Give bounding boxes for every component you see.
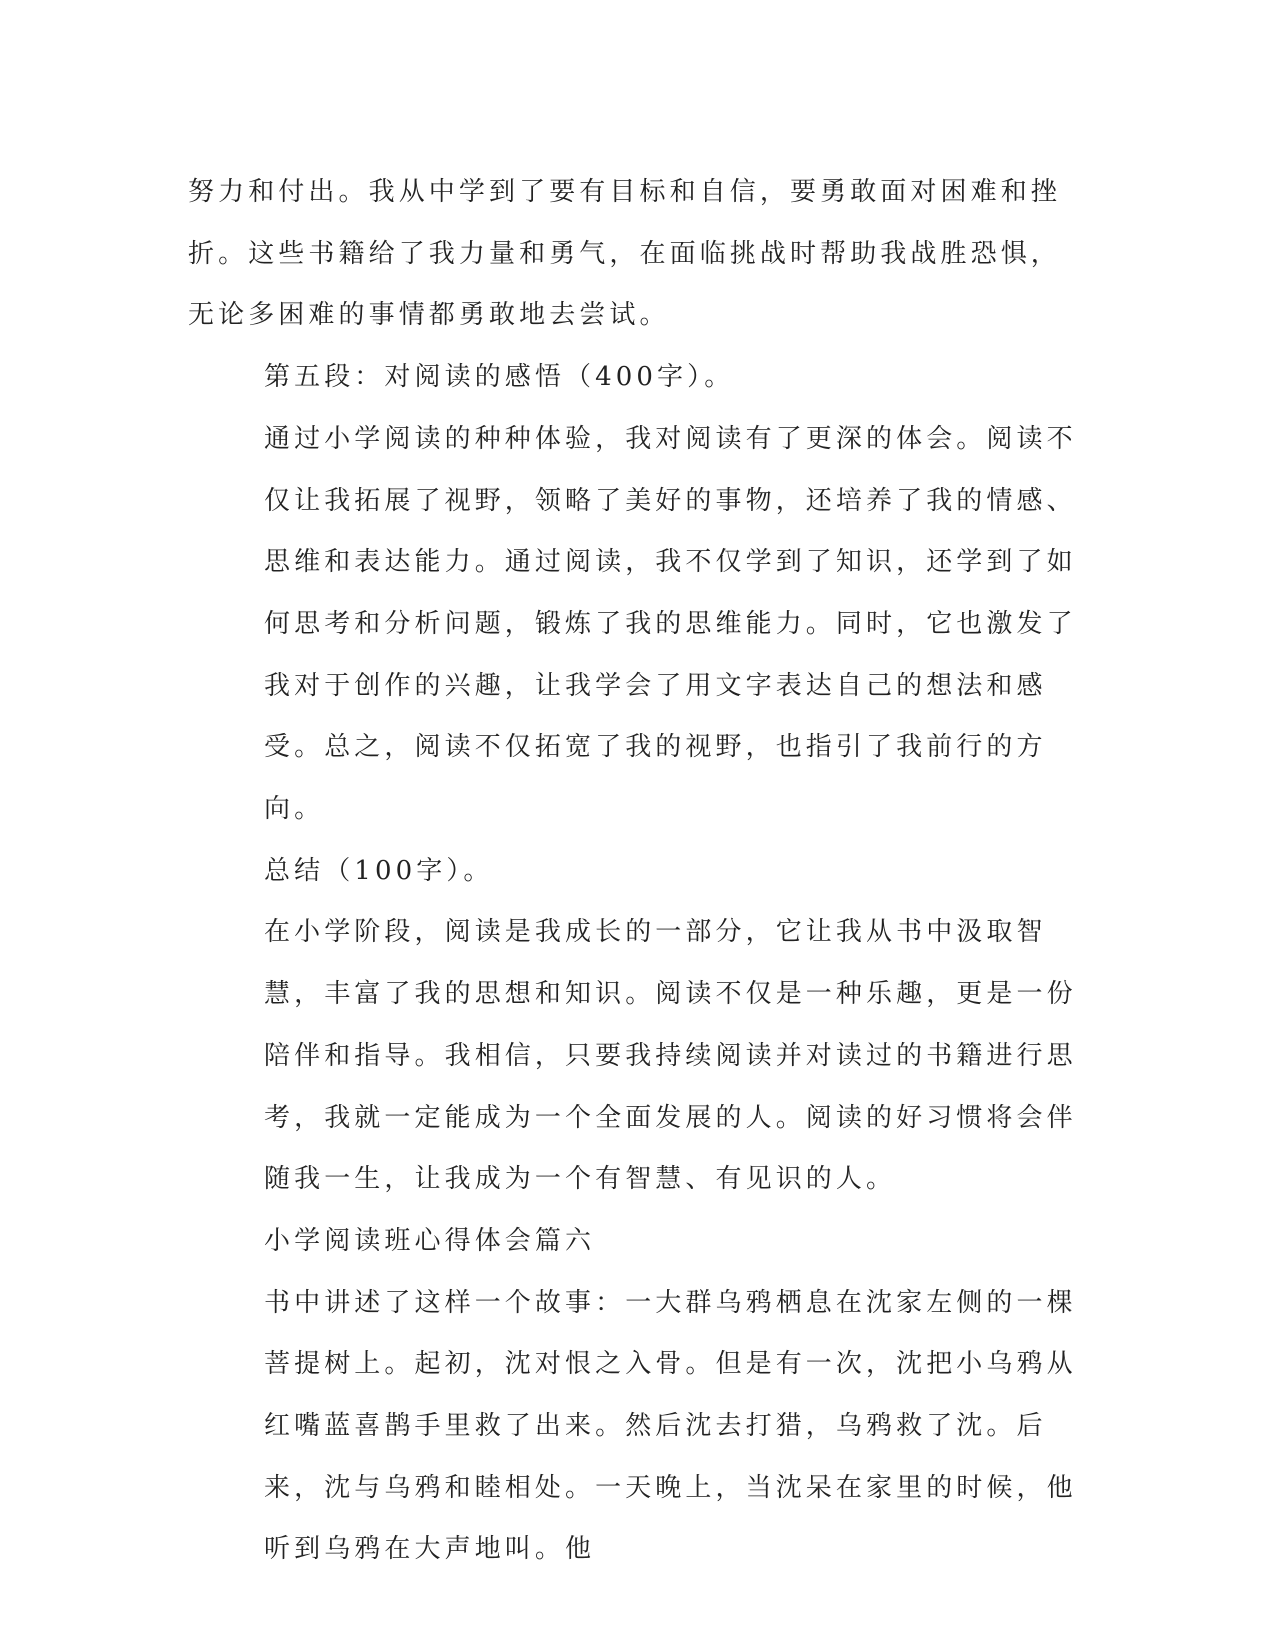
article-title-part-six: 小学阅读班心得体会篇六	[264, 1225, 596, 1256]
paragraph-reading-insights: 通过小学阅读的种种体验，我对阅读有了更深的体会。阅读不仅让我拓展了视野，领略了美好的事物，还培养了我的情感、思维和表达能力。通过阅读，我不仅学到了知识，还学到了如何思考和分析问题，锻炼了我的思维能力。同时，它也激发了我对于创作的兴趣，让我学会了用文字表达自己的想法和感受。总之，阅读不仅拓宽了我的视野，也指引了我前行的方向。	[264, 423, 1077, 825]
paragraph-story: 书中讲述了这样一个故事：一大群乌鸦栖息在沈家左侧的一棵菩提树上。起初，沈对恨之入骨。但是有一次，沈把小乌鸦从红嘴蓝喜鹊手里救了出来。然后沈去打猎，乌鸦救了沈。后来，沈与乌鸦和睦相处。一天晚上，当沈呆在家里的时候，他听到乌鸦在大声地叫。他	[264, 1287, 1077, 1565]
section-heading-summary: 总结（100字）。	[264, 855, 494, 886]
body-text	[188, 162, 1078, 1581]
paragraph-continuation: 努力和付出。我从中学到了要有目标和自信，要勇敢面对困难和挫折。这些书籍给了我力量和勇气，在面临挑战时帮助我战胜恐惧，无论多困难的事情都勇敢地去尝试。	[188, 177, 1061, 331]
section-heading-part-five: 第五段：对阅读的感悟（400字）。	[264, 362, 735, 393]
paragraph-summary: 在小学阶段，阅读是我成长的一部分，它让我从书中汲取智慧，丰富了我的思想和知识。阅读不仅是一种乐趣，更是一份陪伴和指导。我相信，只要我持续阅读并对读过的书籍进行思考，我就一定能成为一个全面发展的人。阅读的好习惯将会伴随我一生，让我成为一个有智慧、有见识的人。	[264, 917, 1077, 1195]
